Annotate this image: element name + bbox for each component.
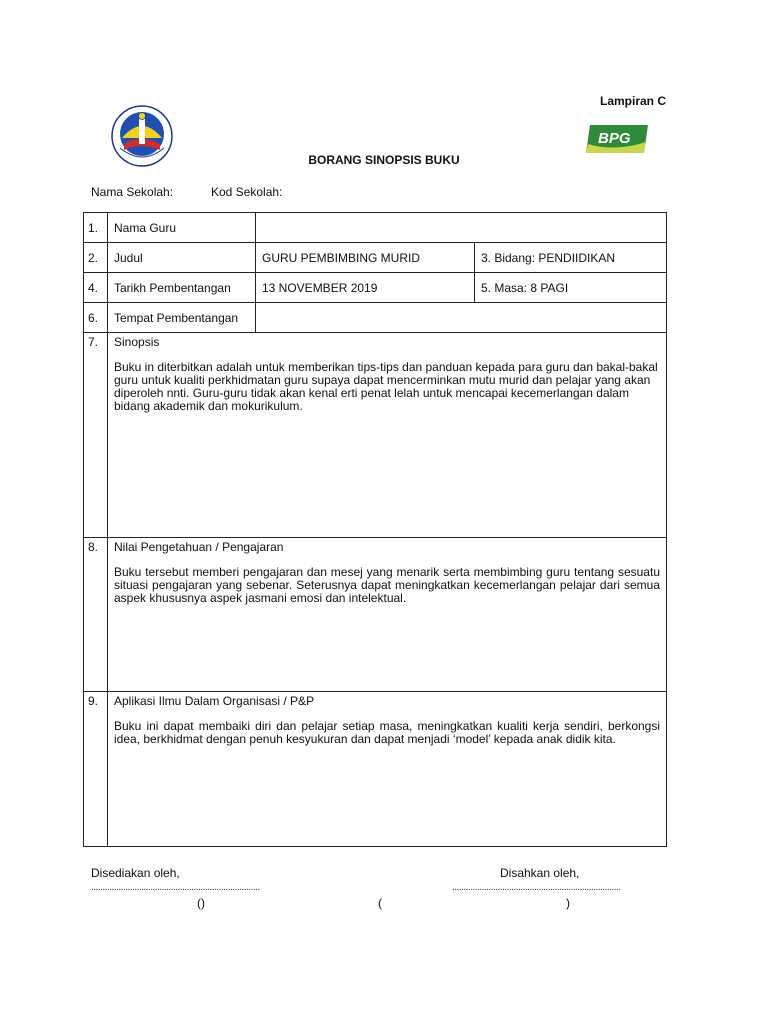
judul-label: Judul xyxy=(108,243,256,273)
row-nama-guru xyxy=(84,213,667,243)
row-number: 9. xyxy=(84,692,108,847)
page-title: BORANG SINOPSIS BUKU xyxy=(308,153,460,167)
row-nilai xyxy=(84,538,667,692)
sinopsis-cell[interactable] xyxy=(108,333,667,538)
approved-name-open-paren: ( xyxy=(378,896,382,910)
row-number: 2. xyxy=(84,243,108,273)
row-tempat xyxy=(84,303,667,333)
approved-signature-line[interactable]: .......................................................................... xyxy=(452,882,621,893)
tarikh-label: Tarikh Pembentangan xyxy=(108,273,256,303)
row-number: 4. xyxy=(84,273,108,303)
judul-value[interactable]: GURU PEMBIMBING MURID xyxy=(256,243,475,273)
nama-sekolah-label: Nama Sekolah: xyxy=(91,185,174,199)
nama-guru-label: Nama Guru xyxy=(108,213,256,243)
approved-by-label: Disahkan oleh, xyxy=(500,866,580,880)
tempat-value[interactable] xyxy=(256,303,667,333)
approved-name-close-paren: ) xyxy=(566,896,570,910)
row-number: 8. xyxy=(84,538,108,692)
prepared-signature-line[interactable]: .......................................................................... xyxy=(91,882,260,893)
row-tarikh xyxy=(84,273,667,303)
aplikasi-label: Aplikasi Ilmu Dalam Organisasi / P&P xyxy=(114,694,315,708)
synopsis-form-table xyxy=(83,212,667,847)
bpg-logo xyxy=(584,122,650,156)
aplikasi-cell[interactable] xyxy=(108,692,667,847)
bpg-logo-text: BPG xyxy=(598,130,631,147)
prepared-by-label: Disediakan oleh, xyxy=(91,866,180,880)
aplikasi-text: Buku ini dapat membaiki diri dan pelajar setiap masa, meningkatkan kualiti kerja sendiri, berkongsi idea, berkhidmat dengan penuh kesyukuran dan dapat menjadi ‘model’ kepada anak didik kita. xyxy=(114,719,660,746)
kod-sekolah-label: Kod Sekolah: xyxy=(211,185,283,199)
row-judul xyxy=(84,243,667,273)
masa-value[interactable]: 5. Masa: 8 PAGI xyxy=(475,273,667,303)
row-number: 7. xyxy=(84,333,108,538)
sinopsis-text: Buku in diterbitkan adalah untuk memberikan tips-tips dan panduan kepada para guru dan bakal-bakal guru untuk kualiti perkhidmatan guru supaya dapat mencerminkan mutu murid dan pelajar yang akan diperoleh nnti. Guru-guru tidak akan kenal erti penat lelah untuk mencapai kecemerlangan dalam bidang akademik dan mokurikulum. xyxy=(114,360,658,413)
nilai-cell[interactable] xyxy=(108,538,667,692)
lampiran-label: Lampiran C xyxy=(600,94,667,108)
nilai-text: Buku tersebut memberi pengajaran dan mesej yang menarik serta membimbing guru tentang sesuatu situasi pengajaran yang sebenar. Seterusnya dapat meningkatkan kecemerlangan pelajar dari semua aspek khususnya aspek jasmani emosi dan intelektual. xyxy=(114,565,660,605)
row-number: 1. xyxy=(84,213,108,243)
row-number: 6. xyxy=(84,303,108,333)
nama-guru-value[interactable] xyxy=(256,213,667,243)
prepared-name-parens: () xyxy=(197,896,205,910)
row-aplikasi xyxy=(84,692,667,847)
tarikh-value[interactable]: 13 NOVEMBER 2019 xyxy=(256,273,475,303)
tempat-label: Tempat Pembentangan xyxy=(108,303,256,333)
bidang-value[interactable]: 3. Bidang: PENDIIDIKAN xyxy=(475,243,667,273)
sinopsis-label: Sinopsis xyxy=(114,335,160,349)
nilai-label: Nilai Pengetahuan / Pengajaran xyxy=(114,540,284,554)
row-sinopsis xyxy=(84,333,667,538)
